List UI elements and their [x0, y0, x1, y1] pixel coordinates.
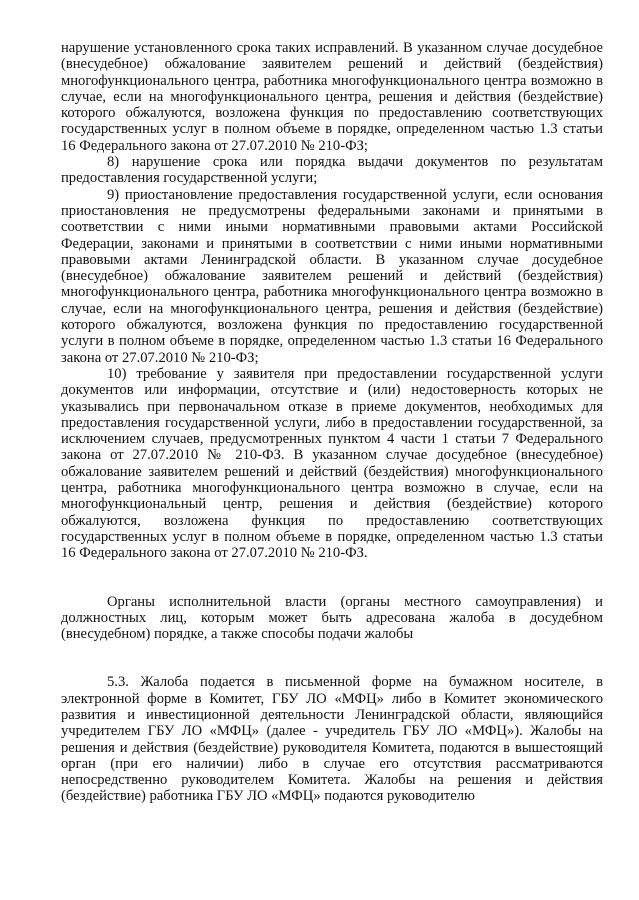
- paragraph-continuation: нарушение установленного срока таких исправлений. В указанном случае досудебное (внесудебное) обжалование заявителем решений и действий (бездействия) многофункционального центра, работника многофункционального центра возможно в случае, если на многофункционального центра, решения и действия (бездействие) которого обжалуются, возложена функция по предоставлению соответствующих государственных услуг в полном объеме в порядке, определенном частью 1.3 статьи 16 Федерального закона от 27.07.2010 № 210-ФЗ;: [61, 40, 603, 154]
- section-heading: Органы исполнительной власти (органы местного самоуправления) и должностных лиц, которым может быть адресована жалоба в досудебном (внесудебном) порядке, а также способы подачи жалобы: [61, 593, 603, 643]
- paragraph-5-3: 5.3. Жалоба подается в письменной форме на бумажном носителе, в электронной форме в Комитет, ГБУ ЛО «МФЦ» либо в Комитет экономического развития и инвестиционной деятельности Ленинградской области, являющийся учредителем ГБУ ЛО «МФЦ» (далее - учредитель ГБУ ЛО «МФЦ»). Жалобы на решения и действия (бездействие) руководителя Комитета, подаются в вышестоящий орган (при его наличии) либо в случае его отсутствия рассматриваются непосредственно руководителем Комитета. Жалобы на решения и действия (бездействие) работника ГБУ ЛО «МФЦ» подаются руководителю: [61, 674, 603, 805]
- paragraph-item-8: 8) нарушение срока или порядка выдачи документов по результатам предоставления государственной услуги;: [61, 154, 603, 187]
- paragraph-item-9: 9) приостановление предоставления государственной услуги, если основания приостановления не предусмотрены федеральными законами и принятыми в соответствии с ними иными нормативными правовыми актами Российской Федерации, законами и принятыми в соответствии с ними иными нормативными правовыми актами Ленинградской области. В указанном случае досудебное (внесудебное) обжалование заявителем решений и действий (бездействия) многофункционального центра, работника многофункционального центра возможно в случае, если на многофункционального центра, решения и действия (бездействие) которого обжалуются, возложена функция по предоставлению государственной услуги в полном объеме в порядке, определенном частью 1.3 статьи 16 Федерального закона от 27.07.2010 № 210-ФЗ;: [61, 186, 603, 366]
- spacer: [61, 562, 603, 594]
- document-page: [61, 40, 603, 805]
- spacer: [61, 642, 603, 674]
- paragraph-item-10: 10) требование у заявителя при предоставлении государственной услуги документов или информации, отсутствие и (или) недостоверность которых не указывались при первоначальном отказе в приеме документов, необходимых для предоставления государственной услуги, либо в предоставлении государственной, за исключением случаев, предусмотренных пунктом 4 части 1 статьи 7 Федерального закона от 27.07.2010 № 210-ФЗ. В указанном случае досудебное (внесудебное) обжалование заявителем решений и действий (бездействия) многофункционального центра, работника многофункционального центра возможно в случае, если на многофункциональный центр, решения и действия (бездействие) которого обжалуются, возложена функция по предоставлению соответствующих государственных услуг в полном объеме в порядке, определенном частью 1.3 статьи 16 Федерального закона от 27.07.2010 № 210-ФЗ.: [61, 365, 603, 562]
